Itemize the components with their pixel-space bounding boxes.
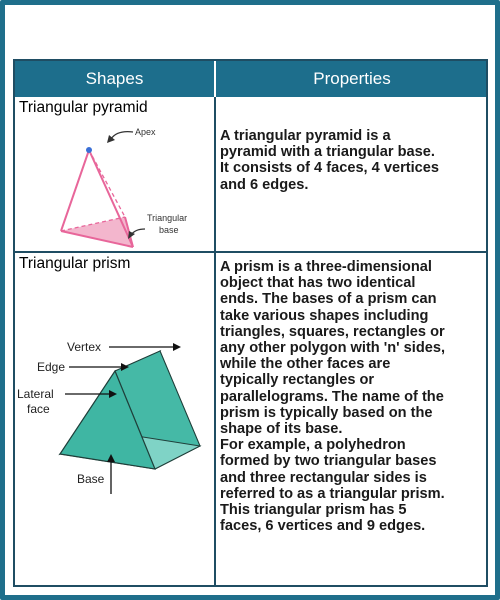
header-properties: Properties <box>313 69 391 88</box>
pyramid-diagram <box>55 121 215 251</box>
prism-base-label: Base <box>77 472 105 486</box>
lateral-label-line2: face <box>27 402 50 416</box>
header-shapes: Shapes <box>85 69 144 88</box>
vertex-label: Vertex <box>67 340 102 354</box>
lateral-label-line1: Lateral <box>17 387 54 401</box>
apex-dot <box>86 147 92 153</box>
vertex-arrowhead <box>173 343 181 351</box>
pyramid-properties: A triangular pyramid is a pyramid with a triangular base. It consists of 4 faces, 4 vertices and 6 edges. <box>220 128 440 193</box>
prism-diagram <box>15 336 213 496</box>
prism-properties: A prism is a three-dimensional object that has two identical ends. The bases of a prism can take various shapes including triangles, squares, rectangles or any other polygon with 'n' sides, while the other faces are typically rectangles or parallelograms. The name of the prism is typically based on the shape of its base. For example, a polyhedron formed by two triangular bases and three rectangular sides is referred to as a triangular prism. This triangular prism has 5 faces, 6 vertices and 9 edges. <box>220 259 446 535</box>
shapes-table <box>13 59 488 587</box>
apex-arrow <box>111 132 133 139</box>
base-label-line1: Triangular <box>147 213 188 223</box>
row-title-prism: Triangular prism <box>19 255 131 272</box>
apex-label: Apex <box>135 127 156 137</box>
edge-label: Edge <box>37 360 66 374</box>
base-label-line2: base <box>159 225 179 235</box>
row-divider <box>15 251 488 253</box>
pyramid-edge <box>61 150 89 231</box>
table-header <box>15 61 486 97</box>
row-title-pyramid: Triangular pyramid <box>19 99 148 116</box>
